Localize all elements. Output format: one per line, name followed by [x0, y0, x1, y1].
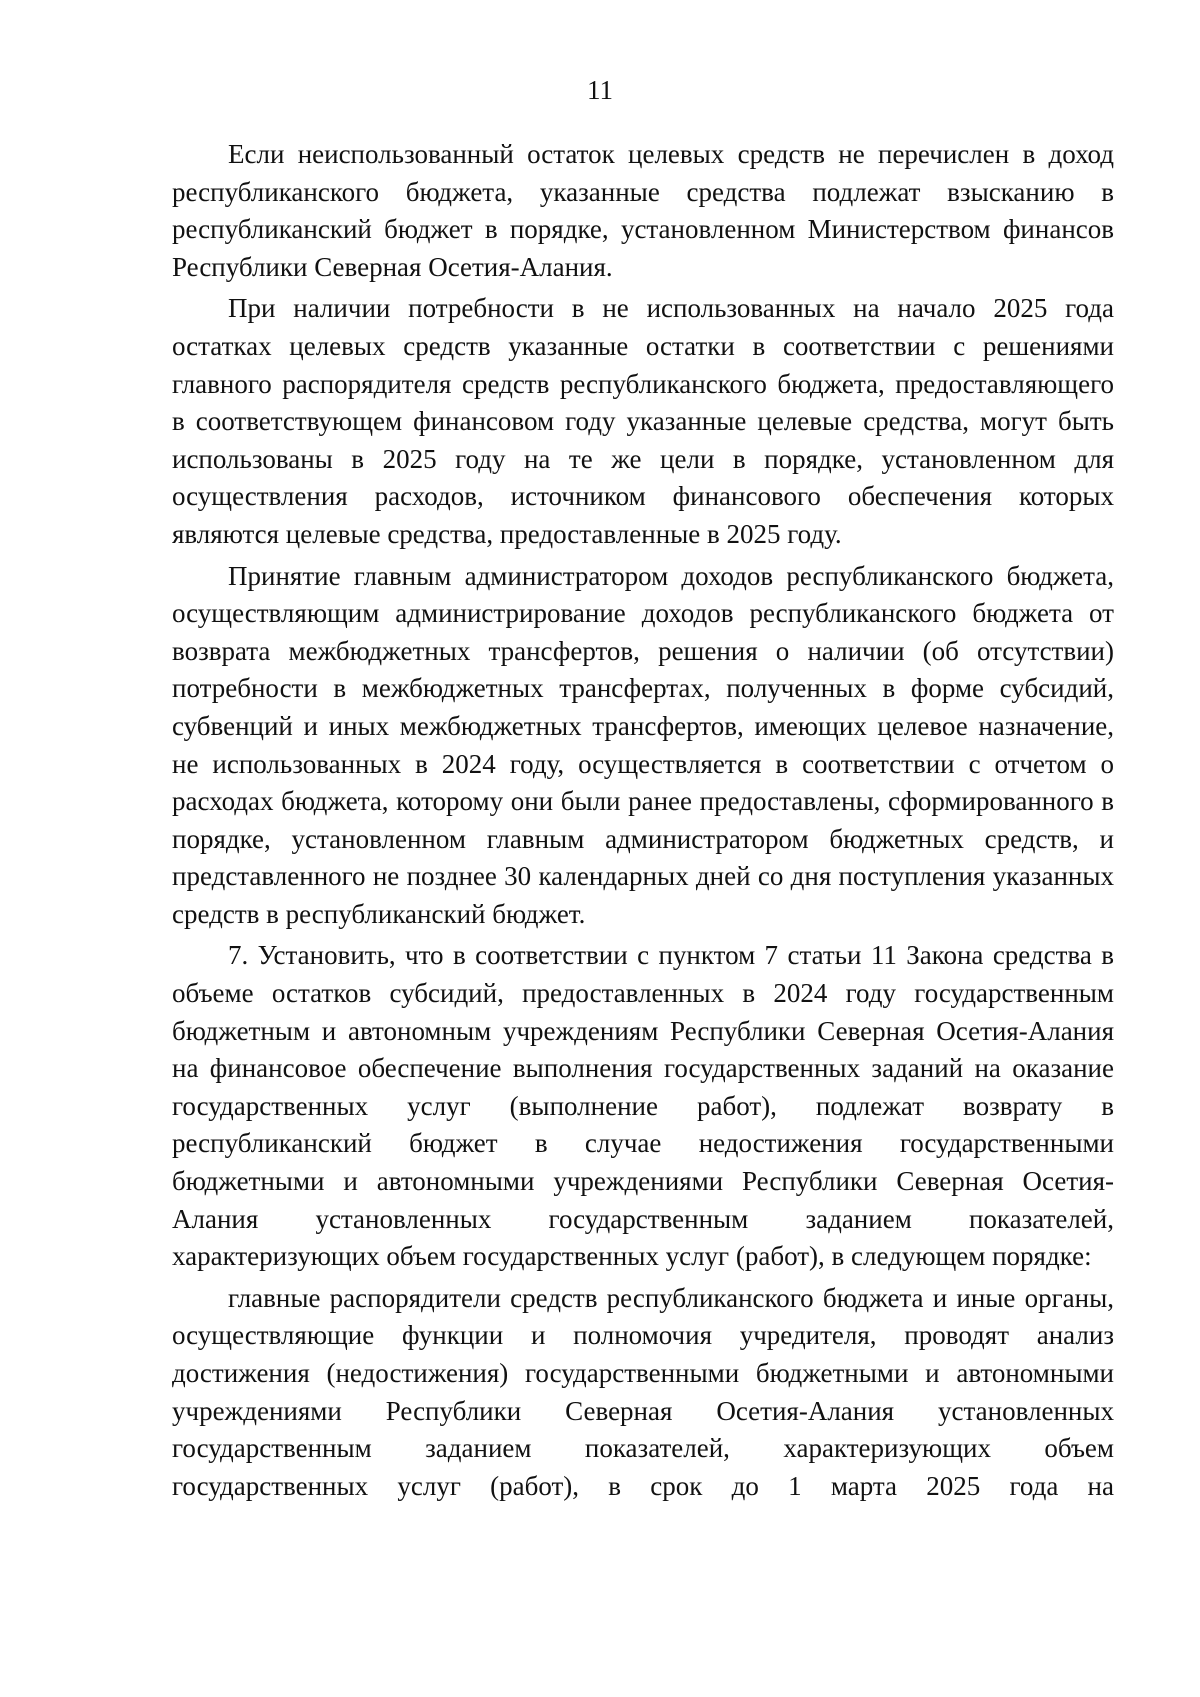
page-number: 11 — [587, 75, 613, 105]
paragraph-unused-balance-recovery: Если неиспользованный остаток целевых средств не перечислен в доход республиканского бюджета, указанные средства подлежат взысканию в республиканский бюджет в порядке, установленном Министерством финансов Республики Северная Осетия-Алания. — [172, 139, 1114, 282]
paragraph-administrator-decision: Принятие главным администратором доходов республиканского бюджета, осуществляющим администрирование доходов республиканского бюджета от возврата межбюджетных трансфертов, решения о наличии (об отсутствии) потребности в межбюджетных трансфертах, полученных в форме субсидий, субвенций и иных межбюджетных трансфертов, имеющих целевое назначение, не использованных в 2024 году, осуществляется в соответствии с отчетом о расходах бюджета, которому они были ранее предоставлены, сформированного в порядке, установленном главным администратором бюджетных средств, и представленного не позднее 30 календарных дней со дня поступления указанных средств в республиканский бюджет. — [172, 560, 1114, 929]
document-body — [172, 136, 1114, 1505]
paragraph-balance-use-2025: При наличии потребности в не использованных на начало 2025 года остатках целевых средств указанные остатки в соответствии с решениями главного распорядителя средств республиканского бюджета, предоставляющего в соответствующем финансовом году указанные целевые средства, могут быть использованы в 2025 году на те же цели в порядке, установленном для осуществления расходов, источником финансового обеспечения которых являются целевые средства, предоставленные в 2025 году. — [172, 293, 1114, 549]
paragraph-item-7: 7. Установить, что в соответствии с пунктом 7 статьи 11 Закона средства в объеме остатков субсидий, предоставленных в 2024 году государственным бюджетным и автономным учреждениям Республики Северная Осетия-Алания на финансовое обеспечение выполнения государственных заданий на оказание государственных услуг (выполнение работ), подлежат возврату в республиканский бюджет в случае недостижения государственными бюджетными и автономными учреждениями Республики Северная Осетия-Алания установленных государственным заданием показателей, характеризующих объем государственных услуг (работ), в следующем порядке: — [172, 940, 1114, 1272]
paragraph-main-administrators-analysis: главные распорядители средств республиканского бюджета и иные органы, осуществляющие функции и полномочия учредителя, проводят анализ достижения (недостижения) государственными бюджетными и автономными учреждениями Республики Северная Осетия-Алания установленных государственным заданием показателей, характеризующих объем государственных услуг (работ), в срок до 1 марта 2025 года на — [172, 1282, 1114, 1501]
